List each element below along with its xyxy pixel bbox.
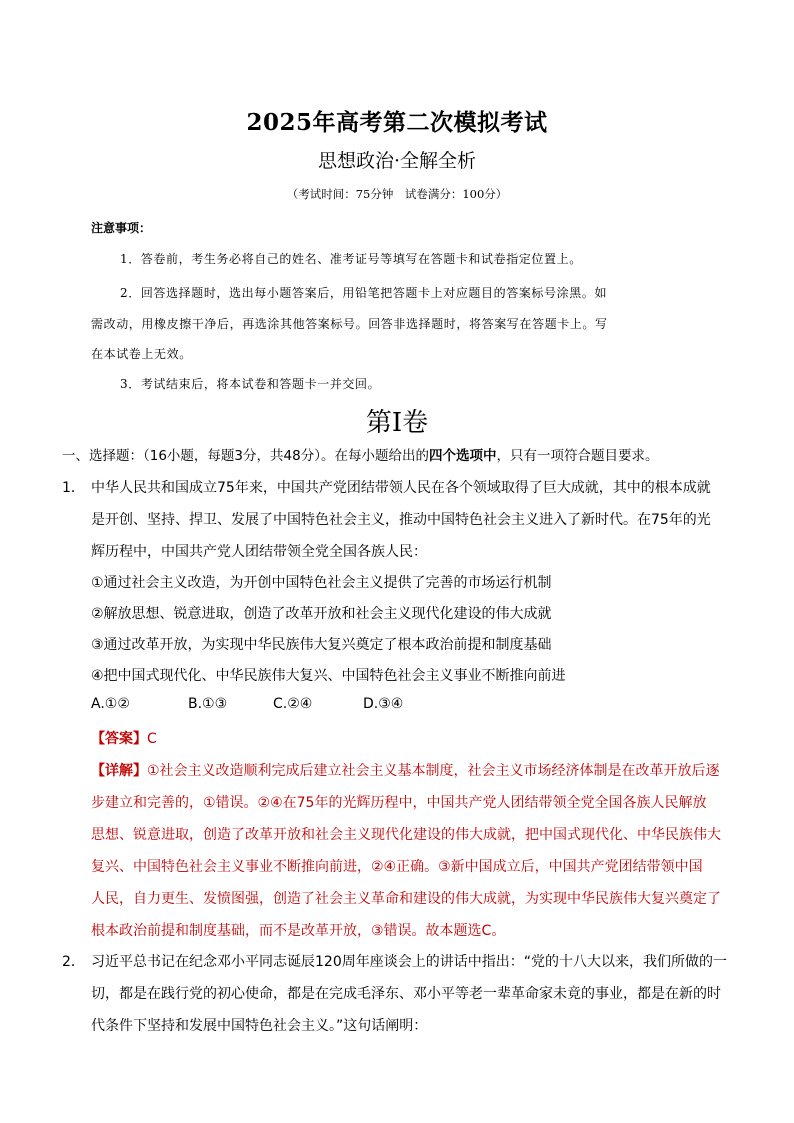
instruction-suffix: ，只有一项符合题目要求。 — [496, 448, 659, 464]
question-stem-line: 辉历程中，中国共产党人团结带领全党全国各族人民： — [91, 544, 427, 560]
note-line: 需改动，用橡皮擦干净后，再选涂其他答案标号。回答非选择题时，将答案写在答题卡上。写 — [91, 317, 608, 331]
answer-line — [91, 728, 157, 748]
detail-line: 思想、锐意进取，创造了改革开放和社会主义现代化建设的伟大成就，把中国式现代化、中华民族伟大 — [91, 827, 721, 843]
statement-option: ③通过改革开放，为实现中华民族伟大复兴奠定了根本政治前提和制度基础 — [91, 637, 552, 653]
statement-option: ①通过社会主义改造，为开创中国特色社会主义提供了完善的市场运行机制 — [91, 575, 552, 591]
instruction-prefix: 一、选择题：（16小题，每题3分，共48分）。在每小题给出的 — [62, 448, 429, 464]
note-line: 2．回答选择题时，选出每小题答案后，用铅笔把答题卡上对应题目的答案标号涂黑。如 — [120, 286, 608, 300]
section-instruction — [62, 444, 658, 464]
question-stem-line: 中华人民共和国成立75年来，中国共产党团结带领人民在各个领域取得了巨大成就，其中的根本成就 — [91, 480, 711, 496]
detail-text: ①社会主义改造顺利完成后建立社会主义基本制度，社会主义市场经济体制是在改革开放后逐 — [147, 763, 720, 779]
question-stem-line: 习近平总书记在纪念邓小平同志诞辰120周年座谈会上的讲话中指出：“党的十八大以来，我们所做的一 — [91, 954, 727, 970]
choice-c: C.②④ — [273, 696, 313, 712]
detail-line: 人民，自力更生、发愤图强，创造了社会主义革命和建设的伟大成就，为实现中华民族伟大复兴奠定了 — [91, 891, 721, 907]
exam-info: （考试时间：75分钟 试卷满分：100分） — [286, 187, 508, 201]
detail-line — [91, 760, 720, 780]
instruction-bold: 四个选项中 — [428, 448, 497, 464]
exam-title: 2025年高考第二次模拟考试 — [246, 109, 548, 136]
choice-b: B.①③ — [188, 696, 228, 712]
note-line: 1．答卷前，考生务必将自己的姓名、准考证号等填写在答题卡和试卷指定位置上。 — [120, 252, 582, 266]
detail-line: 复兴、中国特色社会主义事业不断推向前进，②④正确。③新中国成立后，中国共产党团结带领中国 — [91, 859, 703, 875]
question-stem-line: 代条件下坚持和发展中国特色社会主义。”这句话阐明： — [91, 1018, 428, 1034]
detail-line: 步建立和完善的，①错误。②④在75年的光辉历程中，中国共产党人团结带领全党全国各族人民解放 — [91, 795, 707, 811]
answer-value: C — [147, 731, 157, 747]
note-line: 在本试卷上无效。 — [91, 347, 192, 361]
note-line: 3．考试结束后，将本试卷和答题卡一并交回。 — [120, 377, 381, 391]
choice-a: A.①② — [91, 696, 130, 712]
question-number: 1． — [62, 480, 85, 496]
detail-tag: 【详解】 — [91, 763, 147, 779]
question-stem-line: 切，都是在践行党的初心使命，都是在完成毛泽东、邓小平等老一辈革命家未竟的事业，都是在新的时 — [91, 986, 721, 1002]
answer-tag: 【答案】 — [91, 731, 147, 747]
question-number: 2． — [62, 954, 85, 970]
choice-d: D.③④ — [363, 696, 404, 712]
statement-option: ④把中国式现代化、中华民族伟大复兴、中国特色社会主义事业不断推向前进 — [91, 668, 566, 684]
statement-option: ②解放思想、锐意进取，创造了改革开放和社会主义现代化建设的伟大成就 — [91, 606, 552, 622]
detail-line: 根本政治前提和制度基础，而不是改革开放，③错误。故本题选C。 — [91, 923, 506, 939]
notes-heading: 注意事项： — [91, 221, 152, 235]
exam-subtitle: 思想政治·全解全析 — [317, 150, 477, 172]
question-stem-line: 是开创、坚持、捍卫、发展了中国特色社会主义，推动中国特色社会主义进入了新时代。在75年的光 — [91, 512, 711, 528]
section-title: 第Ⅰ卷 — [365, 408, 429, 438]
